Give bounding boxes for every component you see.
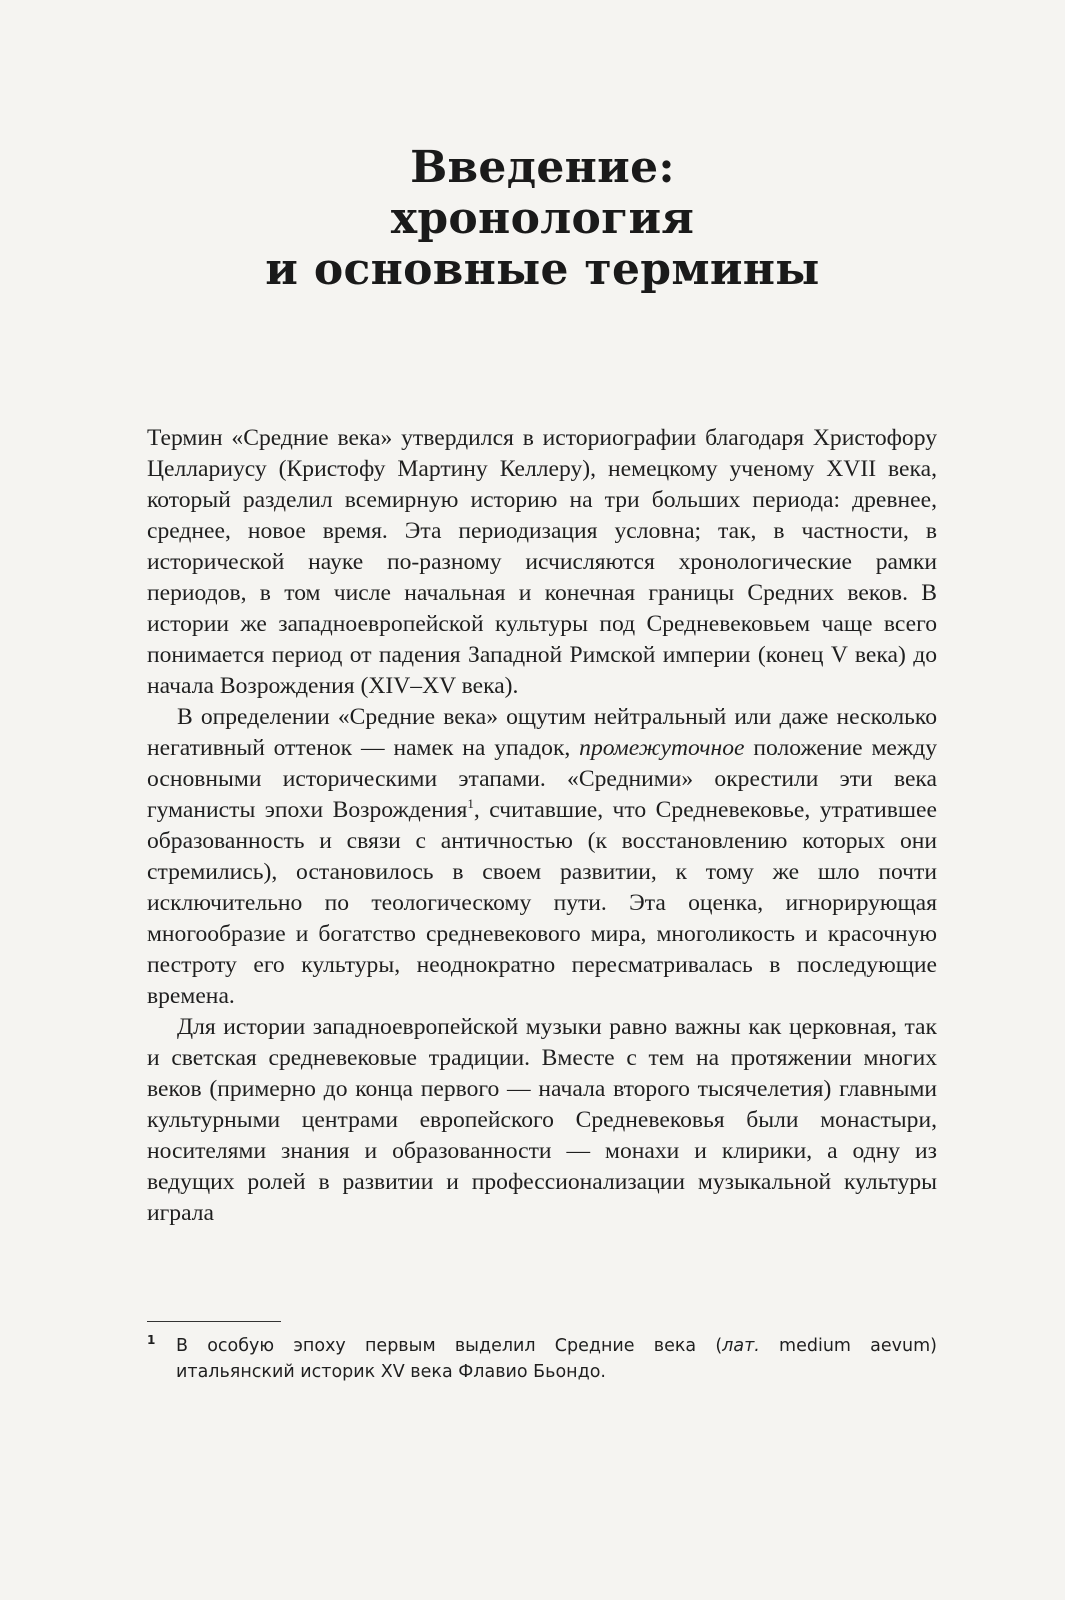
footnote-text-part: medium aevum) итальянский историк XV века Флавио Бьондо.	[176, 1336, 937, 1382]
body-paragraph	[147, 702, 937, 1012]
chapter-body	[147, 423, 937, 1229]
chapter-title	[150, 142, 935, 295]
chapter-title-line: и основные термины	[265, 244, 820, 295]
footnote-mark: 1	[147, 1333, 156, 1347]
body-paragraph: Для истории западноевропейской музыки равно важны как церковная, так и светская средневековые традиции. Вместе с тем на протяжении многих веков (примерно до конца первого — начала второго тысячелетия) главными культурными центрами европейского Средневековья были монастыри, носителями знания и образованности — монахи и клирики, а одну из ведущих ролей в развитии и профессионализации музыкальной культуры играла	[147, 1014, 937, 1226]
body-paragraph: Термин «Средние века» утвердился в историографии благодаря Христофору Целлариусу (Кристофу Мартину Келлеру), немецкому ученому XVII века, который разделил всемирную историю на три больших периода: древнее, среднее, новое время. Эта периодизация условна; так, в частности, в исторической науке по-разному исчисляются хронологические рамки периодов, в том числе начальная и конечная границы Средних веков. В истории же западноевропейской культуры под Средневековьем чаще всего понимается период от падения Западной Римской империи (конец V века) до начала Возрождения (XIV–XV века).	[147, 425, 937, 699]
emphasized-text: промежуточное	[579, 735, 745, 761]
footnote-separator	[147, 1321, 281, 1322]
chapter-title-line: Введение:	[410, 142, 675, 193]
footnote-reference[interactable]: 1	[467, 796, 474, 812]
paragraph-text: , считавшие, что Средневековье, утратившее образованность и связи с античностью (к восстановлению которых они стремились), остановилось в своем развитии, к тому же шло почти исключительно по теологическому пути. Эта оценка, игнорирующая многообразие и богатство средневекового мира, многоликость и красочную пестроту его культуры, неоднократно пересматривалась в последующие времена.	[147, 797, 937, 1009]
paragraph-text: В определении «Средние века» ощутим нейтральный или даже несколько негативный оттенок — намек на упадок,	[147, 704, 937, 761]
paragraph-text: положение между основными историческими этапами. «Средними» окрестили эти века гуманисты эпохи Возрождения	[147, 735, 937, 823]
chapter-title-line: хронология	[390, 193, 695, 244]
footnote-text	[147, 1333, 937, 1385]
emphasized-text: лат.	[722, 1336, 760, 1356]
footnote	[147, 1333, 937, 1385]
footnote-text-part: В особую эпоху первым выделил Средние века (	[176, 1336, 723, 1356]
